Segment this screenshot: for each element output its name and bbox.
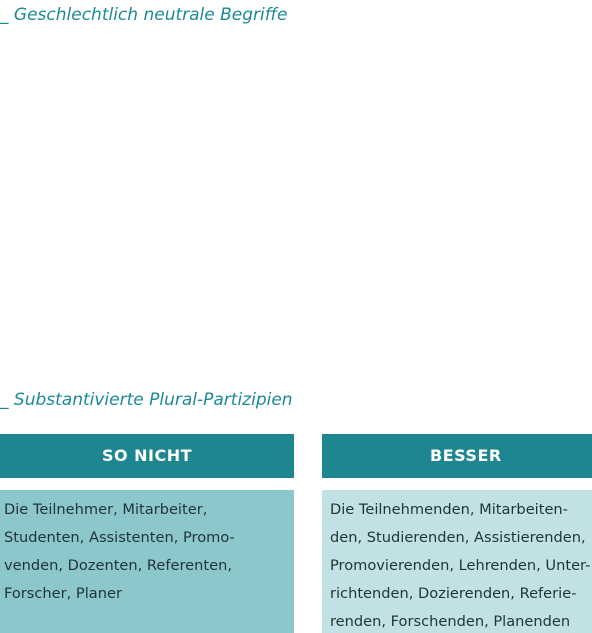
cell-line: richtenden, Dozierenden, Referie- bbox=[330, 585, 577, 602]
cell-line: Die Teilnehmer, Mitarbeiter, bbox=[4, 501, 208, 518]
header-so-nicht: SO NICHT bbox=[0, 434, 294, 478]
section-title-neutral-terms: _ Geschlechtlich neutrale Begriffe bbox=[0, 5, 288, 25]
table-cell bbox=[322, 490, 592, 633]
cell-line: Promovierenden, Lehrenden, Unter- bbox=[330, 557, 591, 574]
table-cell bbox=[0, 490, 294, 633]
column-besser-2 bbox=[322, 0, 592, 633]
cell-line: Forscher, Planer bbox=[4, 585, 122, 602]
column-so-nicht-2 bbox=[0, 0, 294, 633]
cell-line: Die Teilnehmenden, Mitarbeiten- bbox=[330, 501, 568, 518]
cell-line: renden, Forschenden, Planenden bbox=[330, 613, 571, 630]
cell-line: venden, Dozenten, Referenten, bbox=[4, 557, 232, 574]
header-besser: BESSER bbox=[322, 434, 592, 478]
cell-line: Studenten, Assistenten, Promo- bbox=[4, 529, 235, 546]
cell-line: den, Studierenden, Assistierenden, bbox=[330, 529, 586, 546]
section-title-plural-participles: _ Substantivierte Plural-Partizipien bbox=[0, 390, 293, 410]
